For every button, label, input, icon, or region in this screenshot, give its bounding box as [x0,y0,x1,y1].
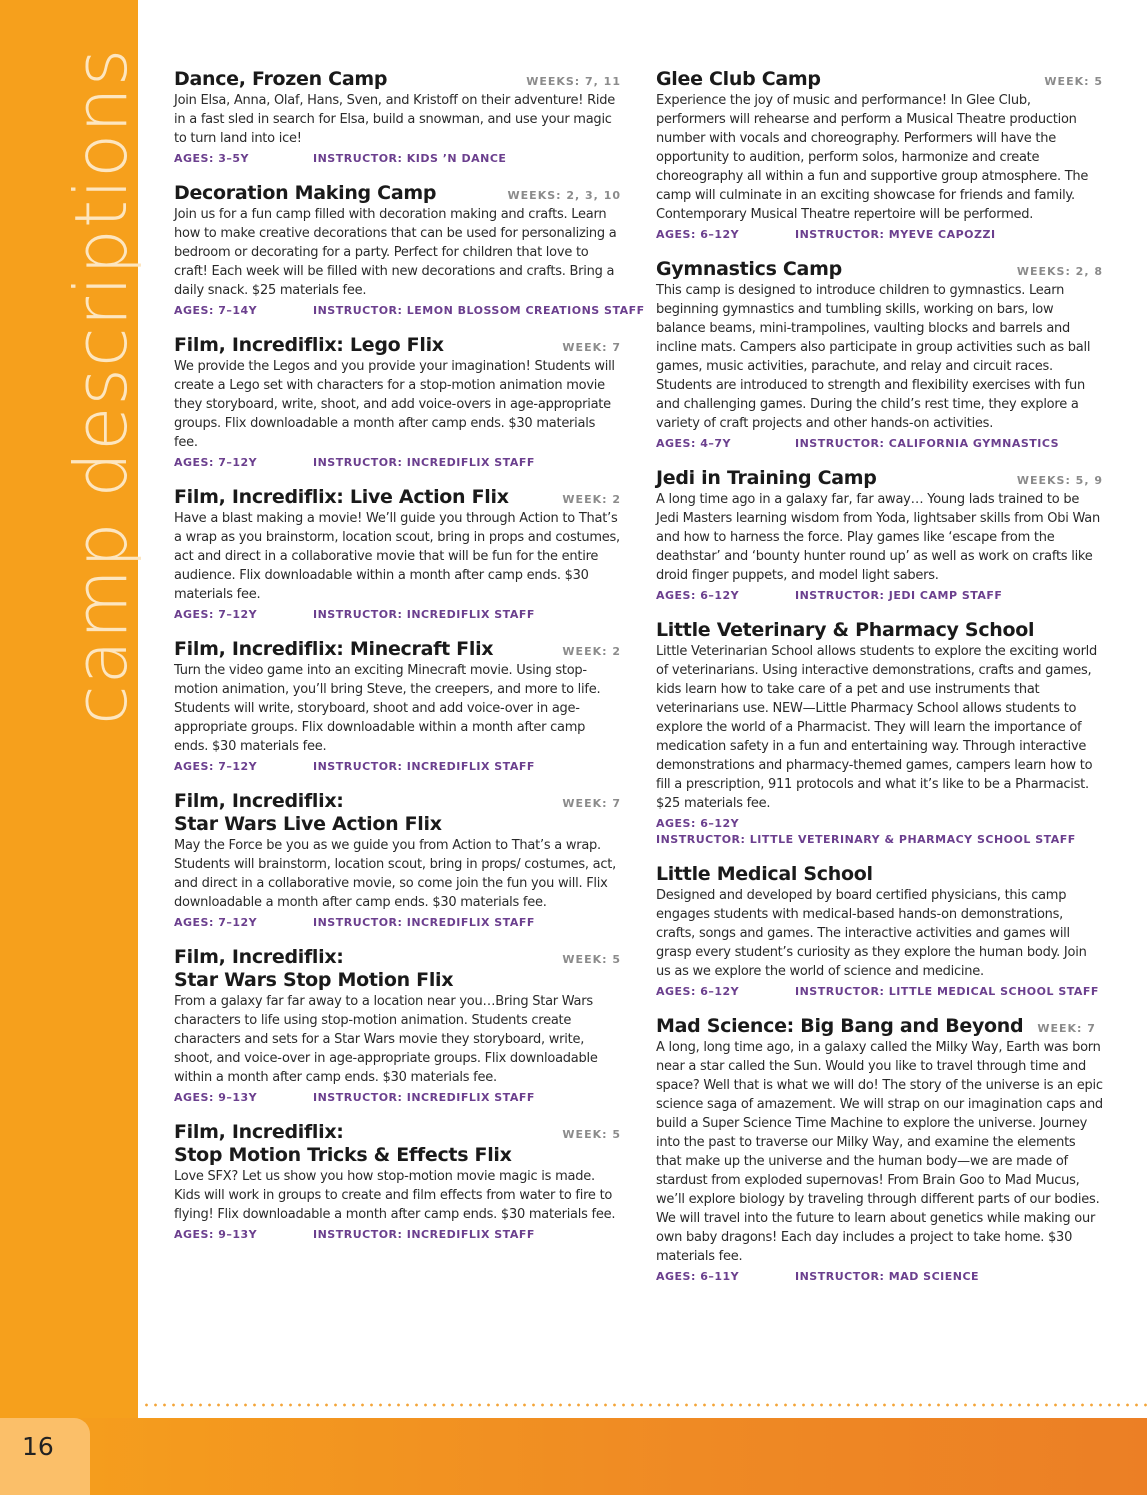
camp-film-incrediflix-live-action-flix [174,486,621,623]
camp-ages: AGES: 6–12Y [656,817,740,830]
camp-little-medical-school [656,863,1103,1000]
camp-title [174,334,444,357]
camp-description: A long, long time ago, in a galaxy called the Milky Way, Earth was born near a star called the Sun. Would you like to travel through time and space? Well that is what we will do! The story of the universe is an epic science saga of amazement. We will strap on our imagination caps and build a Super Science Time Machine to explore the universe. Journey into the past to traverse our Milky Way, and examine the elements that make up the universe and the human body—we are made of stardust from exploded supernovas! From Brain Goo to Mad Mucus, we’ll explore biology by traveling through different parts of our bodies. We will travel into the future to learn about genetics while making our own baby dragons! Each day includes a project to take home. $30 materials fee. [656,1040,1103,1264]
camp-title [656,467,877,490]
camp-meta [656,1269,1103,1285]
camp-description: A long time ago in a galaxy far, far away… Young lads trained to be Jedi Masters learning wisdom from Yoda, lightsaber skills from Obi Wan and how to harness the force. Play games like ‘escape from the deathstar’ and ‘bounty hunter round up’ as well as work on crafts like droid finger puppets, and model light sabers. [656,492,1101,583]
camp-header [174,486,621,509]
camp-ages: AGES: 6–12Y [656,985,740,998]
camp-header [174,790,621,836]
camp-description: This camp is designed to introduce children to gymnastics. Learn beginning gymnastics and tumbling skills, working on bars, low balance beams, mini-trampolines, vaulting blocks and barrels and incline mats. Campers also participate in group activities such as ball games, music activities, parachute, and relay and circuit races. Students are introduced to strength and flexibility exercises with fun and challenging games. During the child’s rest time, they explore a variety of craft projects and other hands-on activities. [656,283,1091,431]
camp-mad-science-big-bang-and-beyond [656,1015,1103,1285]
camp-title [656,68,821,91]
camp-instructor: INSTRUCTOR: MYEVE CAPOZZI [795,228,996,241]
camp-description: Experience the joy of music and performance! In Glee Club, performers will rehearse and perform a Musical Theatre production number with vocals and choreography. Performers will have the opportunity to audition, perform solos, harmonize and create choreography all within a fun and supportive group atmosphere. The camp will culminate in an exciting showcase for friends and family. Contemporary Musical Theatre repertoire will be performed. [656,93,1089,222]
camp-weeks: WEEK: 2 [562,645,621,658]
camp-decoration-making-camp [174,182,645,319]
camp-description: Little Veterinarian School allows students to explore the exciting world of veterinarians. Using interactive demonstrations, crafts and games, kids learn how to take care of a pet and use instruments that veterinarians use. NEW—Little Pharmacy School allows students to explore the world of a Pharmacist. They will learn the importance of medication safety in a fun and entertaining way. Through interactive demonstrations and pharmacy-themed games, campers learn how to fill a prescription, 911 protocols and what it’s like to be a Pharmacist. $25 materials fee. [656,644,1098,811]
camp-weeks: WEEK: 7 [1037,1022,1096,1035]
camp-description: May the Force be you as we guide you from Action to That’s a wrap. Students will brainstorm, location scout, bring in props/ costumes, act, and direct in a collaborative movie, so come join the fun you will. Flix downloadable a month after camp ends. $30 materials fee. [174,838,617,910]
camp-title [174,182,436,205]
camp-title-line: Little Veterinary & Pharmacy School [656,619,1035,641]
camp-title [656,258,842,281]
camp-ages: AGES: 7–12Y [174,760,258,773]
camp-instructor: INSTRUCTOR: INCREDIFLIX STAFF [313,760,535,773]
right-column [656,68,1103,1300]
camp-header [656,863,1103,886]
camp-title-line: Gymnastics Camp [656,258,842,280]
camp-weeks: WEEK: 7 [562,797,621,810]
camp-meta [174,1227,621,1243]
camp-instructor: INSTRUCTOR: INCREDIFLIX STAFF [313,916,535,929]
dotted-divider [142,1403,1147,1407]
camp-title-line: Stop Motion Tricks & Effects Flix [174,1144,512,1166]
camp-title [174,68,387,91]
camp-title-line: Star Wars Live Action Flix [174,813,442,835]
camp-weeks: WEEKS: 5, 9 [1016,474,1103,487]
camp-title-line: Mad Science: Big Bang and Beyond [656,1015,1024,1037]
camp-instructor: INSTRUCTOR: KIDS ’N DANCE [313,152,507,165]
camp-weeks: WEEK: 5 [1044,75,1103,88]
camp-instructor: INSTRUCTOR: CALIFORNIA GYMNASTICS [795,437,1060,450]
camp-meta [656,816,1103,848]
camp-title [174,1121,512,1167]
camp-header [656,258,1103,281]
camp-instructor: INSTRUCTOR: LITTLE VETERINARY & PHARMACY SCHOOL STAFF [656,833,1076,846]
camp-ages: AGES: 9–13Y [174,1091,258,1104]
camp-instructor: INSTRUCTOR: LITTLE MEDICAL SCHOOL STAFF [795,985,1099,998]
camp-weeks: WEEK: 5 [562,1128,621,1141]
camp-title [174,486,509,509]
camp-ages: AGES: 7–14Y [174,304,258,317]
camp-title [656,1015,1023,1038]
camp-film-incrediflix-star-wars-stop-motion-flix [174,946,621,1106]
camp-header [174,68,621,91]
camp-header [174,946,621,992]
camp-title-line: Jedi in Training Camp [656,467,877,489]
camp-description: Love SFX? Let us show you how stop-motion movie magic is made. Kids will work in groups to create and film effects from water to fire to flying! Flix downloadable a month after camp ends. $30 materials fee. [174,1169,616,1222]
camp-instructor: INSTRUCTOR: LEMON BLOSSOM CREATIONS STAFF [313,304,645,317]
camp-film-incrediflix-lego-flix [174,334,621,471]
camp-title-line: Star Wars Stop Motion Flix [174,969,454,991]
camp-ages: AGES: 4–7Y [656,437,731,450]
camp-jedi-in-training-camp [656,467,1103,604]
camp-description: Designed and developed by board certified physicians, this camp engages students with medical-based hands-on demonstrations, crafts, songs and games. The interactive activities and games will grasp every student’s curiosity as they explore the human body. Join us as we explore the world of science and medicine. [656,888,1087,979]
camp-title [174,790,442,836]
camp-meta [656,588,1103,604]
camp-header [174,638,621,661]
footer-bar [0,1418,1147,1495]
camp-film-incrediflix-stop-motion-tricks-effects-flix [174,1121,621,1243]
camp-meta [656,984,1103,1000]
camp-ages: AGES: 7–12Y [174,916,258,929]
camp-title [656,619,1034,642]
camp-weeks: WEEKS: 2, 3, 10 [507,189,621,202]
camp-ages: AGES: 9–13Y [174,1228,258,1241]
camp-description: We provide the Legos and you provide your imagination! Students will create a Lego set with characters for a stop-motion animation movie they storyboard, write, shoot, and add voice-overs in age-appropriate groups. Flix downloadable a month after camp ends. $30 materials fee. [174,359,615,450]
camp-instructor: INSTRUCTOR: MAD SCIENCE [795,1270,980,1283]
camp-meta [174,455,621,471]
camp-description: Join Elsa, Anna, Olaf, Hans, Sven, and Kristoff on their adventure! Ride in a fast sled in search for Elsa, build a snowman, and use your magic to turn land into ice! [174,93,616,146]
camp-title [174,946,453,992]
camp-meta [656,436,1103,452]
camp-weeks: WEEKS: 2, 8 [1016,265,1103,278]
camp-header [174,1121,621,1167]
camp-meta [174,1090,621,1106]
camp-weeks: WEEK: 2 [562,493,621,506]
camp-weeks: WEEK: 7 [562,341,621,354]
camp-header [174,334,621,357]
camp-dance-frozen-camp [174,68,621,167]
page-number: 16 [22,1432,54,1461]
camp-header [656,467,1103,490]
camp-title-line: Film, Incrediflix: [174,1121,344,1143]
left-column [174,68,645,1258]
camp-title-line: Film, Incrediflix: Minecraft Flix [174,638,494,660]
camp-meta [174,607,621,623]
camp-meta [174,759,621,775]
camp-title-line: Little Medical School [656,863,873,885]
camp-instructor: INSTRUCTOR: INCREDIFLIX STAFF [313,608,535,621]
camp-ages: AGES: 3–5Y [174,152,249,165]
camp-header [656,1015,1103,1038]
camp-film-incrediflix-minecraft-flix [174,638,621,775]
camp-weeks: WEEKS: 7, 11 [526,75,621,88]
camp-meta [174,303,645,319]
camp-title [174,638,493,661]
camp-instructor: INSTRUCTOR: INCREDIFLIX STAFF [313,1091,535,1104]
camp-title-line: Dance, Frozen Camp [174,68,388,90]
camp-glee-club-camp [656,68,1103,243]
camp-instructor: INSTRUCTOR: INCREDIFLIX STAFF [313,1228,535,1241]
camp-header [656,619,1103,642]
camp-ages: AGES: 7–12Y [174,456,258,469]
camp-meta [174,151,621,167]
camp-title-line: Decoration Making Camp [174,182,437,204]
camp-header [174,182,621,205]
camp-ages: AGES: 7–12Y [174,608,258,621]
camp-little-veterinary-pharmacy-school [656,619,1103,848]
section-title-vertical: camp descriptions [59,47,143,725]
camp-title-line: Film, Incrediflix: [174,946,344,968]
camp-title-line: Glee Club Camp [656,68,821,90]
camp-header [656,68,1103,91]
camp-description: Have a blast making a movie! We’ll guide you through Action to That’s a wrap as you brainstorm, location scout, bring in props and costumes, act and direct in a collaborative movie that will be fun for the entire audience. Flix downloadable within a month after camp ends. $30 materials fee. [174,511,620,602]
camp-instructor: INSTRUCTOR: INCREDIFLIX STAFF [313,456,535,469]
camp-ages: AGES: 6–12Y [656,228,740,241]
camp-instructor: INSTRUCTOR: JEDI CAMP STAFF [795,589,1003,602]
camp-description: From a galaxy far far away to a location near you…Bring Star Wars characters to life using stop-motion animation. Students create characters and sets for a Star Wars movie they storyboard, write, shoot, and voice-over in age-appropriate groups. Flix downloadable within a month after camp ends. $30 materials fee. [174,994,598,1085]
camp-description: Turn the video game into an exciting Minecraft movie. Using stop-motion animation, you’ll bring Steve, the creepers, and more to life. Students will write, storyboard, shoot and add voice-over in age-appropriate groups. Flix downloadable within a month after camp ends. $30 materials fee. [174,663,601,754]
camp-title-line: Film, Incrediflix: Live Action Flix [174,486,509,508]
camp-weeks: WEEK: 5 [562,953,621,966]
camp-ages: AGES: 6–11Y [656,1270,740,1283]
camp-title [656,863,873,886]
camp-title-line: Film, Incrediflix: Lego Flix [174,334,444,356]
camp-description: Join us for a fun camp filled with decoration making and crafts. Learn how to make creative decorations that can be used for personalizing a bedroom or decorating for a party. Perfect for children that love to craft! Each week will be filled with new decorations and crafts. Bring a daily snack. $25 materials fee. [174,207,617,298]
camp-title-line: Film, Incrediflix: [174,790,344,812]
camp-meta [174,915,621,931]
camp-meta [656,227,1103,243]
camp-gymnastics-camp [656,258,1103,452]
camp-film-incrediflix-star-wars-live-action-flix [174,790,621,931]
camp-ages: AGES: 6–12Y [656,589,740,602]
